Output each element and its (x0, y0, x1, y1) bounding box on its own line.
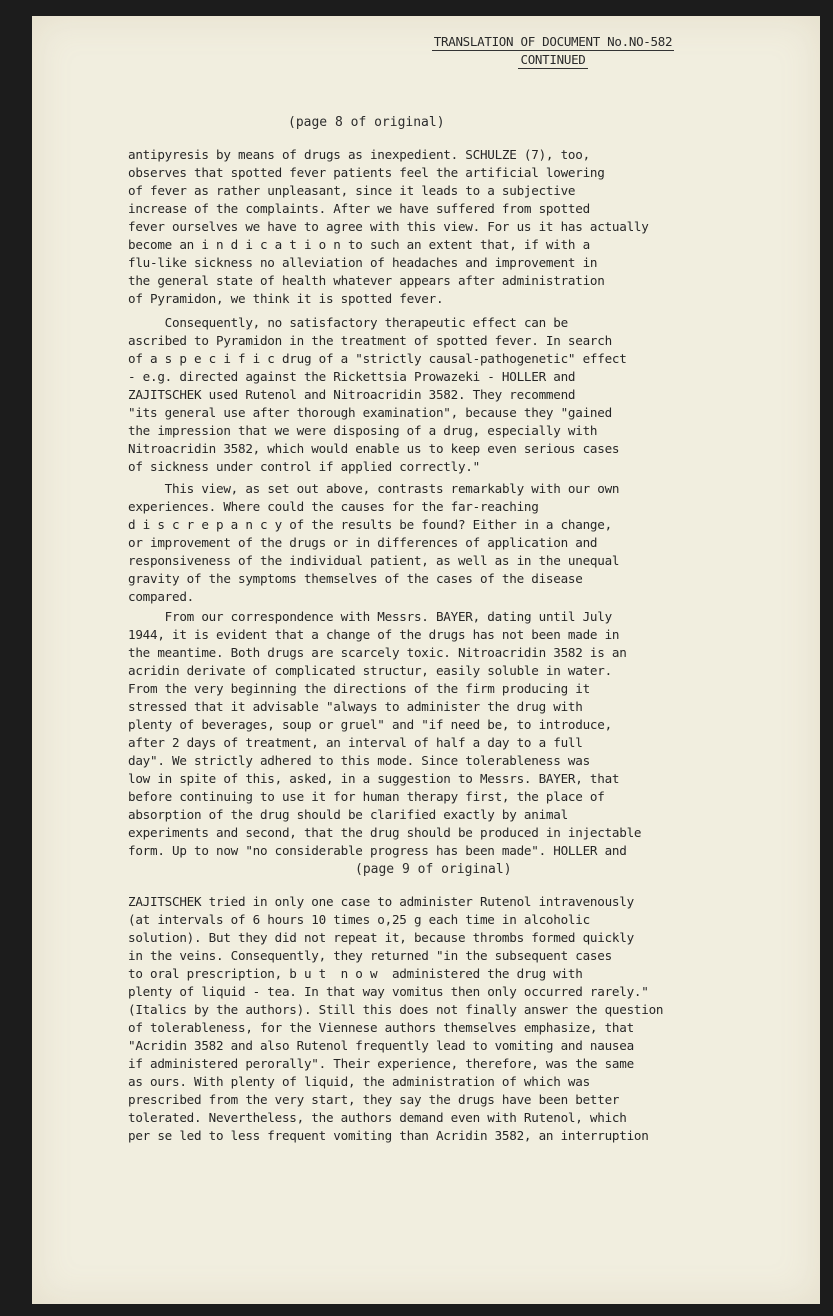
paragraph-2: Consequently, no satisfactory therapeutic effect can be ascribed to Pyramidon in the treatment of spotted fever. In search of a s p e c i f i c drug of a "strictly causal-pathogenetic" effect - e.g. directed against the Rickettsia Prowazeki - HOLLER and ZAJITSCHEK used Rutenol and Nitroacridin 3582. They recommend "its general use after thorough examination", because they "gained the impression that we were disposing of a drug, especially with Nitroacridin 3582, which would enable us to keep even serious cases of sickness under control if applied correctly." (128, 315, 627, 474)
page-marker-9: (page 9 of original) (355, 862, 512, 877)
paragraph-4: From our correspondence with Messrs. BAYER, dating until July 1944, it is evident that a change of the drugs has not been made in the meantime. Both drugs are scarcely toxic. Nitroacridin 3582 is an acridin derivate of complicated structur, easily soluble in water. From the very beginning the directions of the firm producing it stressed that it advisable "always to administer the drug with plenty of beverages, soup or gruel" and "if need be, to introduce, after 2 days of treatment, an interval of half a day to a full day". We strictly adhered to this mode. Since tolerableness was low in spite of this, asked, in a suggestion to Messrs. BAYER, that before continuing to use it for human therapy first, the place of absorption of the drug should be clarified exactly by animal experiments and second, that the drug should be produced in injectable form. Up to now "no considerable progress has been made". HOLLER and (128, 609, 642, 858)
header-continued: CONTINUED (520, 52, 586, 67)
document-header (393, 33, 713, 69)
header-title: TRANSLATION OF DOCUMENT No.NO-582 (433, 34, 673, 49)
paragraph-3: This view, as set out above, contrasts remarkably with our own experiences. Where could the causes for the far-reaching d i s c r e p a n c y of the results be found? Either in a change, or improvement of the drugs or in differences of application and responsiveness of the individual patient, as well as in the unequal gravity of the symptoms themselves of the cases of the disease compared. (128, 481, 620, 604)
page-marker-8: (page 8 of original) (288, 115, 445, 130)
paragraph-5: ZAJITSCHEK tried in only one case to administer Rutenol intravenously (at intervals of 6 hours 10 times o,25 g each time in alcoholic solution). But they did not repeat it, because thrombs formed quickly in the veins. Consequently, they returned "in the subsequent cases to oral prescription, b u t n o w administered the drug with plenty of liquid - tea. In that way vomitus then only occurred rarely." (Italics by the authors). Still this does not finally answer the question of tolerableness, for the Viennese authors themselves emphasize, that "Acridin 3582 and also Rutenol frequently lead to vomiting and nausea if administered perorally". Their experience, therefore, was the same as ours. With plenty of liquid, the administration of which was prescribed from the very start, they say the drugs have been better tolerated. Nevertheless, the authors demand even with Rutenol, which per se led to less frequent vomiting than Acridin 3582, an interruption (128, 894, 664, 1143)
paragraph-1: antipyresis by means of drugs as inexpedient. SCHULZE (7), too, observes that spotted fever patients feel the artificial lowering of fever as rather unpleasant, since it leads to a subjective increase of the complaints. After we have suffered from spotted fever ourselves we have to agree with this view. For us it has actually become an i n d i c a t i o n to such an extent that, if with a flu-like sickness no alleviation of headaches and improvement in the general state of health whatever appears after administration of Pyramidon, we think it is spotted fever. (128, 147, 649, 306)
